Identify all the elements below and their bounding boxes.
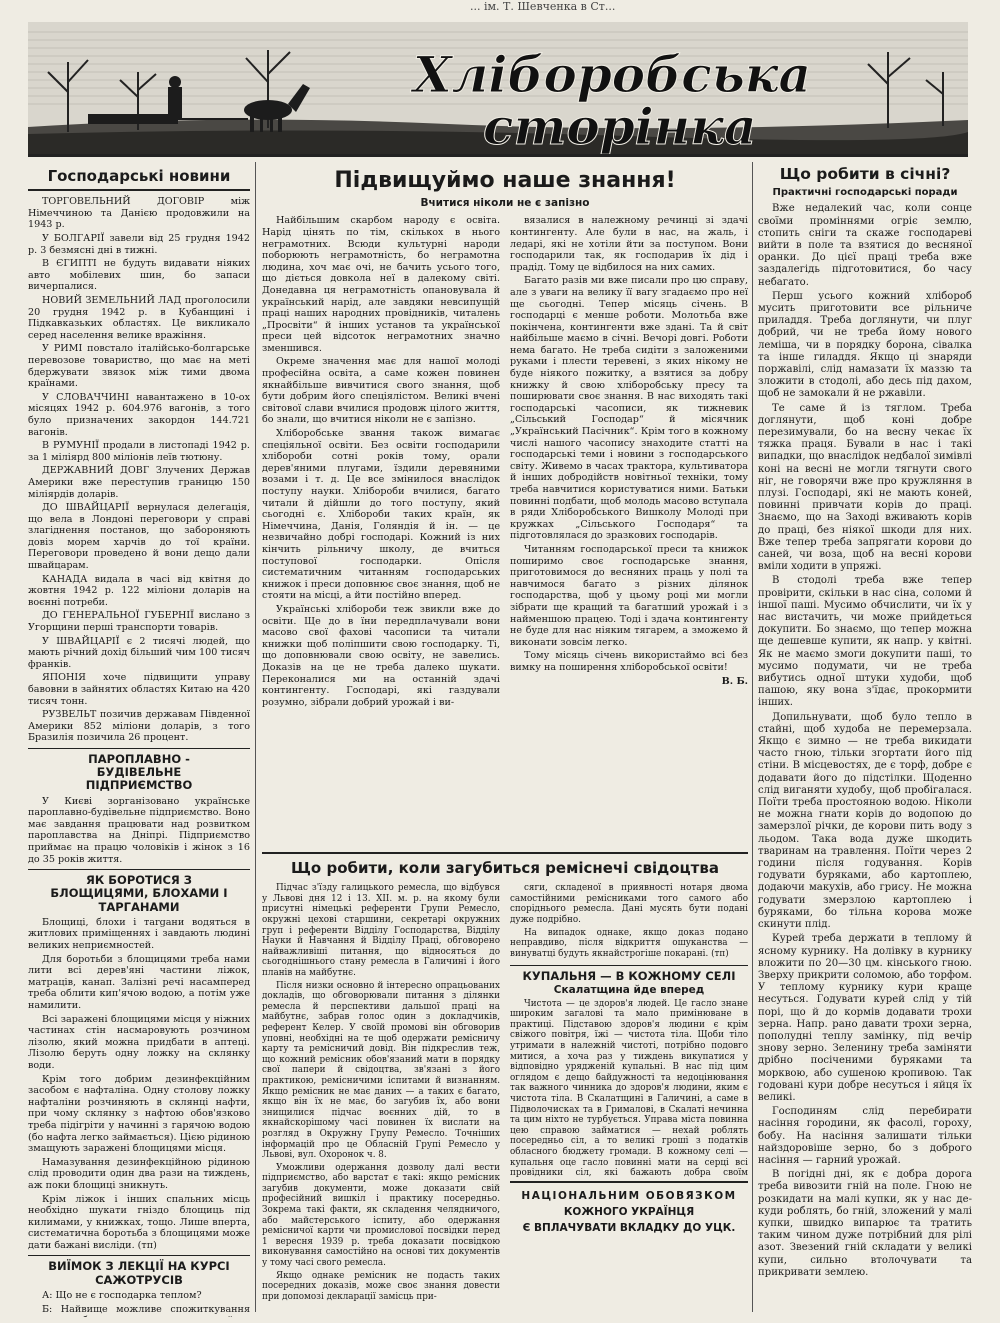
shipyard-heading: ПАРОПЛАВНО - БУДІВЕЛЬНЕ ПІДПРИЄМСТВО [85, 751, 193, 793]
bugs-paragraph: Всі заражені блощицями місця у ніжних частинах стін насмаровують розчином лізолю, який можна придбати в аптеці. Лізолю беруть одну ложку на склянку води. [28, 1013, 250, 1071]
news-item: РУЗВЕЛЬТ позичив державам Південної Америки 852 міліони доларів, з того Бразилія позичила 26 процент. [28, 709, 250, 744]
january-text [758, 203, 972, 1279]
news-item: У СЛОВАЧЧИНІ навантажено в 10-ох місяцях 1942 р. 604.976 вагонів, з того було призначених закордон 144.721 вагонів. [28, 391, 250, 438]
january-paragraph: Допильнувати, щоб було тепло в стайні, щоб худоба не перемерзала. Якщо є зимно — не треба викидати часто гною, тільки згортати його під стіни. В місцевостях, де є торф, добре є додавати його до підстілки. Щоденно слід виганяти худобу, щоб пробігалася. Поїти треба простояною водою. Ніколи не можна гнати корів до водопою до замерзлої річки, де корови пить воду з льодом. Така вода дуже шкодить тваринам на травлення. Поїти через 2 години після годування. Корів годувати буряками, або картоплею, додаючи макухів, або грису. Не можна годувати змерзлою картоплею і буряками, бо тільна корова може скинути плід. [758, 711, 972, 931]
january-article [758, 162, 972, 1317]
crafts-paragraph: Уможливи одержання дозволу далі вести підприємство, або варстат є такі: якщо ремісник загубив документи, може доказати свій професійний вишкіл і практику посередньо. Зокрема такі факти, як складення челядничого, або майстерського іспиту, або одержання ремісничої карти чи промислової посвідки перед 1 вересня 1939 р. треба доказати посвідкою виконування самостійно на основі тих документів у тому часі свого ремесла. [262, 1162, 500, 1269]
lecture-article [28, 1290, 250, 1317]
bugs-paragraph: Блощиці, блохи і тargани водяться в житлових приміщеннях і завдають людині великих неприємностей. [28, 916, 250, 952]
knowledge-article [262, 162, 748, 850]
january-heading: Що робити в січні? [779, 165, 951, 183]
knowledge-paragraph: Багато разів ми вже писали про цю справу, але з уваги на велику її вагу згадаємо про неї ще сьогодні. Тепер місяць січень. В господарці є менше роботи. Молотьба вже покінчена, контингенти вже здані. Та й світ найбільше маємо в січні. Вечорі довгі. Роботи нема багато. Не треба сидіти з заложеними руками і плести теревені, з яких нікому не буде ніякого пожитку, а взятися за добру книжку й свою хліборобську пресу та поширювати своє знання. В нас виходять такі господарські часописи, як тижневик „Сільський Господар“ й місячник „Український Пасічник“. Крім того в кожному числі нашого часопису знаходите статті на господарські теми і новини з господарського світу. Живемо в часах трактора, культиватора й інших добродійств новітньої техніки, тому треба навчитися користуватися ними. Батьки повинні подбати, щоб молодь масово вступала в ряди Хліборобського Вишколу Молоді при кружках „Сільського Господаря“ та підготовлялася до зразкових господарів. [510, 275, 748, 542]
top-cut-line: ... ім. Т. Шевченка в Ст... [470, 0, 616, 13]
january-paragraph: В погідні дні, як є добра дорога треба вивозити гній на поле. Гною не розкидати на малі купки, як у нас де-куди роблять, бо гній, зложений у малі купки, швидко випарює та тратить таким чином дуже потрібний для рілі азот. Звезений гній складати у великі купи, сильно втолочувати та прикривати землею. [758, 1169, 972, 1278]
news-item: ДЕРЖАВНИЙ ДОВГ Злучених Держав Америки вже переступив границю 150 міліярдів доларів. [28, 465, 250, 500]
news-item: ДО ШВАЙЦАРІЇ вернулася делегація, що вела в Лондоні переговори у справі злагіднення постанов, що забороняють довіз морем харчів до тої країни. Переговори проведено й вони дещо дали швайцарам. [28, 502, 250, 572]
section-rule [262, 852, 748, 854]
masthead-illustration [28, 22, 968, 157]
january-paragraph: Господиням слід перебирати насіння городини, як фасолі, гороху, бобу. На насіння залишати тільки найздоровіше зерно, бо з доброго насіння — гарний урожай. [758, 1106, 972, 1166]
news-heading: Господарські новини [28, 162, 250, 191]
knowledge-paragraph: Окреме значення має для нашої молоді професійна освіта, а саме кожен повинен якнайбільше вивчитися свого знання, щоб бути добрим його спеціялістом. Великі вчені світової слави вчилися продовж цілого життя, бо знали, що вчитися ніколи не є запізно. [262, 356, 500, 426]
lecture-paragraph: А: Що не є господарка теплом? [42, 1289, 202, 1301]
crafts-paragraph: Після низки основно й інтересно опрацьованих докладів, що обговорювали питання з ділянки ремесла й перспективи дальшої праці на майбутнє, забрав голос один з докладчиків, референт Келер. У своїй промові він обговорив уповні, необхідні на те щоб одержати ремісничу карту та ремісничий довід. Він підкреслив теж, що кожний ремісник обов'язаний мати в порядку свої папери й свідоцтва, зв'язані з його практикою, ремісничими іспитами й визнанням. Якщо ремісник не має даних — а таких є багато, якщо він їх не має, бо загубив їх, або вони знищилися підчас воєнних дій, то в якнайскорішому часі повинен їх вислати на розгляд в Окружну Групу Ремесло. Точніших інформацій про це Обласній Групі Ремесло у Львові, вул. Охоронок ч. 8. [262, 980, 500, 1161]
news-item: ЯПОНІЯ хоче підвищити управу бавовни в зайнятих областях Китаю на 420 тисяч тонн. [28, 672, 250, 707]
january-paragraph: Вже недалекий час, коли сонце своїми проміннями огріє землю, стопить сніги та скаже господареві вийти в поле та взятися до весняної оранки. До цієї праці треба вже заздалегідь підготовитися, бо часу небагато. [758, 203, 972, 288]
knowledge-text-col1 [262, 215, 500, 710]
shipyard-text: У Києві зорганізовано українське пароплавно-будівельне підприємство. Воно має завдання працювати над розвитком пароплавства на Дніпрі. Підприємство приймає на працю чоловіків і жінок з 16 до 35 років життя. [28, 795, 250, 865]
bath-paragraph: Чистота — це здоров'я людей. Це гасло знане широким загалові та мало примінюване в практиці. Підставою здоров'я людини є крім свіжого повітря, їжі — чистота тіла. Щоби тіло утримати в належній чистоті, потрібно подовго митися, а хоча раз у тиждень викупатися у відповідно урядженій купальні. В нас під цим оглядом є дещо байдужності та недоцінювання так важного чинника до здоров'я людини, яким є чистота тіла. В Скалатщині в Галичині, а саме в Підволочисках та в Грималові, в Скалаті нечинна та цим ніхто не турбується. Управа міста повинна цею справою займатися — нехай роблять посередньо сіл, а то великі гроші з податків обласного бюджету громади. В кожному селі — купальня оце гасло повинні мати на серці всі провідники сіл, які бажають добра своїм [510, 998, 748, 1177]
crafts-paragraph: Підчас з'їзду галицького ремесла, що відбувся у Львові дня 12 і 13. XII. м. р. на якому були присутні німецькі референти Групи Ремесло, окружні цехові старшини, секретарі окружних груп і референти Відділу Господарства, Відділу Науки й Навчання й Відділу Праці, обговорено найважливіші питання, що відносяться до сьогоднішнього стану ремесла в Галичині і його планів на майбутнє. [262, 883, 500, 978]
knowledge-paragraph: Хліборобське звання також вимагає спеціяльної освіти. Без освіти господарили хлібороби сотні років тому, орали дерев'яними плугами, їздили деревяними возами і т. д. Це все змінилося внаслідок поступу науки. Хлібороби вчилися, багато читали й дійшли до того поступу, який сьогодні є. Хлібороби таких країн, як Німеччина, Данія, Голяндія й ін. — це незвичайно добрі господарі. Кожний із них кінчить рільничу школу, де вчиться поступової господарки. Опісля систематичним читанням господарських книжок і преси доповнює своє знання, щоб не стояти на місці, а йти постійно вперед. [262, 428, 500, 602]
knowledge-paragraph: Найбільшим скарбом народу є освіта. Нарід цінять по тім, скількох в нього неграмотних. Всюди культурні народи поборюють неграмотність, бо неграмотна людина, хоч має очі, не бачить усього того, що діється довкола неї в далекому світі. Донедавна ця неграмотність опановувала й український нарід, але завдяки невсипущій праці наших народних провідників, читалень „Просвіти“ й інших установ та української преси цей відсоток неграмотних значно зменшився. [262, 215, 500, 354]
column-divider [752, 162, 753, 1312]
news-item: КАНАДА видала в часі від квітня до жовтня 1942 р. 122 міліони доларів на воєнні потреби. [28, 573, 250, 608]
crafts-heading: Що робити, коли загубиться реміснечі свідоцтва [291, 859, 719, 877]
news-item: У РИМІ повстало італійсько-болгарське перевозове товариство, що має на меті бдержувати звязок між тими двома країнами. [28, 343, 250, 390]
january-paragraph: Перш усього кожний хлібороб мусить приготовити все рільниче приладдя. Треба доглянути, чи плуг добрий, чи не треба йому нового леміша, чи в порядку борона, сівалка та інше гиладдя. Якщо ці знаряди поржавілі, слід намазати їх маззю та зложити в стодолі, або десь під дахом, щоб не замокали й не ржавіли. [758, 290, 972, 400]
news-item: В ЄГИПТІ не будуть видавати ніяких авто мобілевих шин, бо запаси вичерпалися. [28, 258, 250, 293]
bath-heading: КУПАЛЬНЯ — В КОЖНОМУ СЕЛІ [522, 969, 736, 984]
bath-article [510, 999, 748, 1177]
lecture-paragraph: Б: Найвище можливе спожиткування [42, 1303, 250, 1315]
news-column [28, 162, 250, 1317]
masthead-title-line1: Хліборобська [413, 45, 811, 104]
knowledge-heading: Підвищуймо наше знання! [334, 168, 676, 193]
news-item: ТОРГОВЕЛЬНИЙ ДОГОВІР між Німеччиною та Данією продовжили на 1943 р. [28, 196, 250, 231]
lecture-heading: ВИЇМОК З ЛЕКЦІЇ НА КУРСІ САЖОТРУСІВ [48, 1259, 230, 1287]
crafts-paragraph: сяги, складеної в приявності нотаря двома самостійними ремісниками того самого або споріднього ремесла. Дані мусять бути подані дуже подрібно. [510, 883, 748, 926]
crafts-paragraph: На випадок однаке, якщо доказ подано неправдиво, після відкриття ошуканства — винуватці будуть якнайстрогіше покарані. (тп) [510, 927, 748, 959]
crafts-text-col2 [510, 883, 748, 959]
knowledge-signature: В. Б. [721, 675, 748, 687]
january-subheading: Практичні господарські поради [772, 186, 958, 198]
january-paragraph: Курей треба держати в теплому й ясному курнику. На долівку в курнику вложити по 20—30 цм. кінського гною. Зверху прикрити соломою, або торфом. У теплому курнику кури краще несуться. Годувати курей слід у тій порі, що й до кормів додавати трохи зерна. Напр. рано давати трохи зерна, пополудні теплу замінку, під вечір знову зерно. Зеленину треба заміняти дрібно посіченими буряками та морквою, або сушеною кропивою. Так годовані кури добре несуться і яйця їх великі. [758, 933, 972, 1103]
bath-subheading: Скалатщина йде вперед [553, 983, 705, 996]
bugs-paragraph: Намазування дезинфекційною рідиною слід проводити один два рази на тиждень, аж поки блощиці зникнуть. [28, 1156, 250, 1191]
crafts-text-col1 [262, 883, 500, 1304]
crafts-article [262, 858, 748, 1318]
knowledge-paragraph: Читанням господарської преси та книжок поширимо своє господарське знання, приготовимося до весняних праць у полі та навчимося багато з різних ділянок господарства, щоб у цьому році ми могли зібрати ще кращий та багатший урожай і з найменшою працею. Тоді і здача контингенту не буде для нас ніяким тягарем, а зможемо й виконати зовсім легко. [510, 543, 748, 648]
news-item: У БОЛГАРІЇ завели від 25 грудня 1942 р. 3 безмясні дні в тижні. [28, 233, 250, 256]
masthead-title-line2: сторінка [483, 97, 757, 154]
news-item: У ШВАЙЦАРІЇ є 2 тисячі людей, що мають річний дохід більший чим 100 тисяч франків. [28, 635, 250, 670]
bugs-paragraph: Крім того добрим дезинфекційним засобом є нафталіна. Одну столову ложку нафталіни розчиняють в склянці нафти, при чому склянку з нафтою обов'язково треба підігріти у начинні з гарячою водою (бо нафта легко займається). Цією рідиною змащують заражені блощицями місця. [28, 1073, 250, 1155]
bugs-paragraph: Крім ліжок і інших спальних місць необхідно шукати гніздо блощиць під килимами, у книжках, тощо. Лише вперта, систематична боротьба з блощицями може дати бажані висліди. (тп) [28, 1193, 250, 1251]
news-item: В РУМУНІЇ продали в листопаді 1942 р. за 1 міліярд 800 міліонів леїв тютюну. [28, 440, 250, 463]
column-divider [255, 162, 256, 1312]
crafts-paragraph: Якщо однаке ремісник не подасть таких посередних доказів, може своє знання довести при допомозі декларації замісць при- [262, 1270, 500, 1302]
bugs-paragraph: Для боротьби з блощицями треба нами лити всі дерев'яні частини ліжок, матраців, канап. Залізні речі насамперед треба облити кип'ячою водою, а потім уже намилити. [28, 953, 250, 1011]
knowledge-paragraph: Українські хлібороби теж звикли вже до освіти. Ще до в їни передплачували вони масово свої фахові часописи та читали книжки щоб поліпшити свою господарку. Ті, що доповнювали свою освіту, не завелись. Доказів на це не треба далеко шукати. Переконалися ми на останній здачі контингенту. Господарі, які газдували розумно, зібрали добрий урожай і ви- [262, 603, 500, 708]
news-item: ДО ГЕНЕРАЛЬНОЇ ГУБЕРНІЇ вислано з Угорщини перші транспорти товарів. [28, 610, 250, 634]
uck-notice-line3: Є ВПЛАЧУВАТИ ВКЛАДКУ ДО УЦК. [522, 1221, 736, 1234]
january-paragraph: В стодолі треба вже тепер провірити, скільки в нас сіна, соломи й іншої паші. Мусимо обчислити, чи їх у нас вистачить, чи може прийдеться докупити. Бо знаємо, що тепер можна ще дешевше купити, як напр. у квітні. Як не маємо змоги докупити паші, то мусимо подумати, чи не треба вибутись одної штуки худоби, щоб пашою, яку вона з'їдає, прокормити інших. [758, 575, 972, 709]
winter-scene-image [28, 22, 968, 154]
knowledge-paragraph: вязалися в належному речинці зі здачі контингенту. Алe були в нас, на жаль, і ледарі, які не хотіли йти за поступом. Вони господарили так, як господарив їх дід і прадід. Тому це відбилося на них самих. [510, 215, 748, 273]
bugs-article [28, 917, 250, 1252]
news-list [28, 196, 250, 744]
uck-notice-line2: КОЖНОГО УКРАЇНЦЯ [563, 1205, 695, 1218]
uck-notice-line1: НАЦІОНАЛЬНИМ ОБОВЯЗКОМ [521, 1189, 737, 1202]
news-item: НОВИЙ ЗЕМЕЛЬНИЙ ЛАД проголосили 20 грудня 1942 р. в Кубанщині і Підкавказьких областях. Це викликало серед населення велике вражіння. [28, 295, 250, 341]
uck-notice-box [510, 1181, 748, 1236]
knowledge-text-col2 [510, 215, 748, 673]
january-paragraph: Те саме й із тяглом. Треба доглянути, щоб коні добре перезимували, бо на весну чекає їх тяжка праця. Бували в нас і такі випадки, що внаслідок недбалої зимівлі коні на весні не могли тягнути свого ніг, не говорячи вже про кружляння в плузі. Господарі, які не мають коней, повинні привчати корів до праці. Знаємо, що на Заході вживають корів до праці, без ніякої шкоди для них. Вже тепер треба запрягати корови до саней, чи воза, щоб на весні корови вміли ходити в упряжі. [758, 402, 972, 573]
knowledge-subheading: Вчитися ніколи не є запізно [420, 197, 590, 210]
knowledge-paragraph: Тому місяць січень використаймо всі без вимку на поширення хліборобської освіти! [510, 650, 748, 673]
bugs-heading: ЯК БОРОТИСЯ З БЛОЩИЦЯМИ, БЛОХАМИ І ТАРГАНАМИ [50, 873, 228, 914]
